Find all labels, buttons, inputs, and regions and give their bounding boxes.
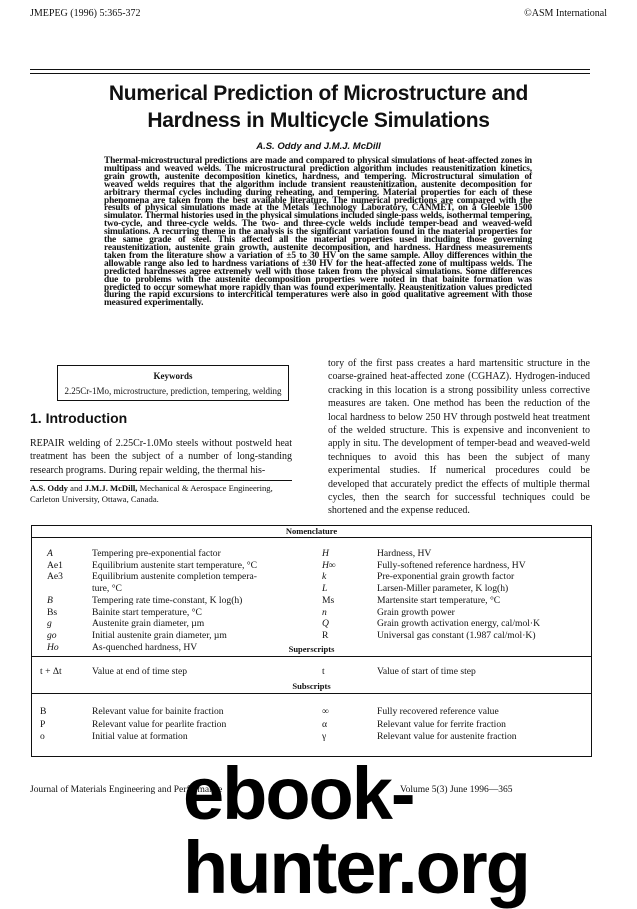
nomenclature-row [32, 731, 591, 743]
fn-affiliation: Mechanical & Aerospace Engineering, Carleton University, Ottawa, Canada. [30, 483, 273, 504]
watermark: ebook-hunter.org [183, 752, 529, 909]
symbol: B [47, 594, 53, 606]
symbol: go [47, 629, 57, 641]
symbol: t [322, 666, 325, 677]
symbol: Ho [47, 641, 59, 653]
authors: A.S. Oddy and J.M.J. McDill [256, 141, 381, 152]
symbol: P [40, 718, 46, 730]
author-footnote [30, 483, 292, 505]
symbol-description: Initial austenite grain diameter, µm [92, 629, 227, 641]
intro-right-text: tory of the first pass creates a hard martensitic structure in the coarse-grained heat-affected zone (CGHAZ). Hydrogen-induced cracking in this location is a strong possibility unless corrective measures are taken. One method has been the reduction of the local hardness to below 250 HV through postweld heat treatment of the welded structure. This is expensive and inconvenient to apply in situ. The development of temper-bead and weaved-weld techniques to avoid this has been the subject of many experimental studies. If numerical procedures could be developed that accurately predict the effects of multiple thermal cycles, then the search for successful techniques could be shortened and the expense reduced. [328, 358, 590, 517]
footnote-rule [30, 480, 292, 481]
nomenclature-row [32, 706, 591, 718]
symbol: H [322, 548, 329, 559]
symbol-description: Larsen-Miller parameter, K log(h) [377, 583, 509, 595]
nomenclature-row [32, 560, 591, 572]
nomenclature-row [32, 595, 591, 607]
symbol-description: Relevant value for bainite fraction [92, 706, 224, 717]
symbol: n [322, 606, 327, 618]
keywords-heading: Keywords [153, 371, 193, 381]
divider [32, 537, 591, 538]
fn-author-1: A.S. Oddy [30, 483, 68, 493]
keywords-box [57, 365, 289, 401]
intro-left-text: REPAIR welding of 2.25Cr-1.0Mo steels without postweld heat treatment has been the subject of a number of long-standing research programs. During repair welding, the thermal his- [30, 438, 292, 476]
symbol-description: Equilibrium austenite completion tempera- [92, 571, 257, 583]
symbol: γ [322, 731, 327, 742]
symbol-description: Value at end of time step [92, 666, 188, 677]
nomenclature-row [32, 607, 591, 619]
symbol: Ms [322, 594, 335, 606]
symbol: Ae1 [47, 559, 63, 571]
symbol: ∞ [322, 706, 329, 717]
abstract: Thermal-microstructural predictions are made and compared to physical simulations of heat-affected zones in multipass and weaved welds. The microstructural prediction algorithm includes reaustenitization kinetics, grain growth, austenite decomposition kinetics, hardness, and tempering. Microstructural simulation of weaved welds requires that the algorithm include transient reaustenitization, austenite decomposition for arbitrary thermal cycles including during reheating, and tempering. Material properties for each of these phenomena are taken from the best available literature. The numerical predictions are compared with the results of physical simulations made at the Metals Technology Laboratory, CANMET, on a Gleeble 1500 simulator. Thermal histories used in the physical simulations included single-pass welds, isothermal tempering, two-cycle, and three-cycle welds. The two- and three-cycle welds include temper-bead and weaved-weld simulations. A recurring theme in the analysis is the significant variation found in the material properties for the same grade of steel. This affected all the material properties used including those governing reaustenitization, austenite grain growth, austenite decomposition, and hardness. Hardness measurements taken from the literature show a variation of ±5 to 30 HV on the same sample. Alloy differences within the allowable range also led to hardness variations of ±30 HV for the heat-affected zone of multipass welds. The predicted hardnesses agree extremely well with those taken from the physical simulations. Some differences due to problems with the austenite decomposition properties were noted in that bainite formation was predicted to occur somewhat more rapidly than was found experimentally. Reaustenitization values predicted during the rapid excursions to intercritical temperatures were also in good qualitative agreement with those measured experimentally. [104, 156, 532, 309]
nomenclature-heading: Nomenclature [285, 526, 338, 536]
symbol-description: Equilibrium austenite start temperature, °C [92, 559, 258, 571]
symbol: g [47, 618, 52, 630]
symbol-description: Fully-softened reference hardness, HV [377, 559, 526, 571]
symbol-description: Relevant value for austenite fraction [377, 731, 517, 742]
nomenclature-row [32, 618, 591, 630]
symbol-description: Hardness, HV [377, 548, 432, 559]
symbol-description: Martensite start temperature, °C [377, 594, 501, 606]
symbol: k [322, 571, 327, 583]
keywords-values: 2.25Cr-1Mo, microstructure, prediction, tempering, welding [64, 386, 282, 396]
symbol-description: Tempering rate time-constant, K log(h) [92, 594, 243, 606]
symbol: H∞ [322, 559, 336, 571]
symbol: t + Δt [40, 666, 62, 677]
copyright: ©ASM International [524, 8, 607, 19]
nomenclature-row [32, 719, 591, 731]
symbol: A [47, 548, 53, 559]
subscripts-heading: Subscripts [292, 681, 331, 691]
paper-title [0, 80, 637, 134]
divider [32, 656, 591, 657]
nomenclature-row [32, 630, 591, 642]
fn-and: and [67, 483, 85, 493]
symbol-description: Value of start of time step [377, 666, 476, 677]
journal-citation: JMEPEG (1996) 5:365-372 [30, 8, 141, 19]
symbol-description: Fully recovered reference value [377, 706, 499, 717]
footer-volume: Volume 5(3) June 1996—365 [400, 785, 513, 795]
nomenclature-row [32, 666, 591, 678]
symbol-description: Tempering pre-exponential factor [92, 548, 221, 559]
symbol: o [40, 731, 45, 742]
symbol: α [322, 718, 328, 730]
footer-journal: Journal of Materials Engineering and Performance [30, 785, 223, 795]
symbol-description: Grain growth power [377, 606, 455, 618]
symbol: R [322, 629, 329, 641]
symbol-description: Initial value at formation [92, 731, 188, 742]
title-line-2: Hardness in Multicycle Simulations [147, 109, 490, 132]
symbol-description: Relevant value for ferrite fraction [377, 718, 506, 730]
symbol-description: Pre-exponential grain growth factor [377, 571, 515, 583]
nomenclature-row [32, 548, 591, 560]
nomenclature-row [32, 571, 591, 583]
symbol: Bs [47, 606, 58, 618]
nomenclature-row [32, 642, 591, 654]
header-rule [30, 69, 590, 74]
nomenclature-table [31, 525, 592, 757]
symbol-description: Relevant value for pearlite fraction [92, 718, 227, 730]
nomenclature-row [32, 583, 591, 595]
symbol-description: Austenite grain diameter, µm [92, 618, 205, 630]
symbol-description: ture, °C [92, 583, 122, 595]
symbol-description: Universal gas constant (1.987 cal/mol·K) [377, 629, 536, 641]
symbol-description: Grain growth activation energy, cal/mol·K [377, 618, 541, 630]
superscripts-heading: Superscripts [288, 644, 335, 654]
section-heading: 1. Introduction [30, 410, 128, 426]
symbol-description: As-quenched hardness, HV [92, 641, 198, 653]
symbol: Q [322, 618, 329, 630]
symbol-description: Bainite start temperature, °C [92, 606, 202, 618]
fn-author-2: J.M.J. McDill, [84, 483, 138, 493]
title-line-1: Numerical Prediction of Microstructure and [108, 82, 529, 105]
symbol: L [322, 583, 328, 595]
symbol: Ae3 [47, 571, 63, 583]
divider [32, 693, 591, 694]
symbol: B [40, 706, 47, 717]
